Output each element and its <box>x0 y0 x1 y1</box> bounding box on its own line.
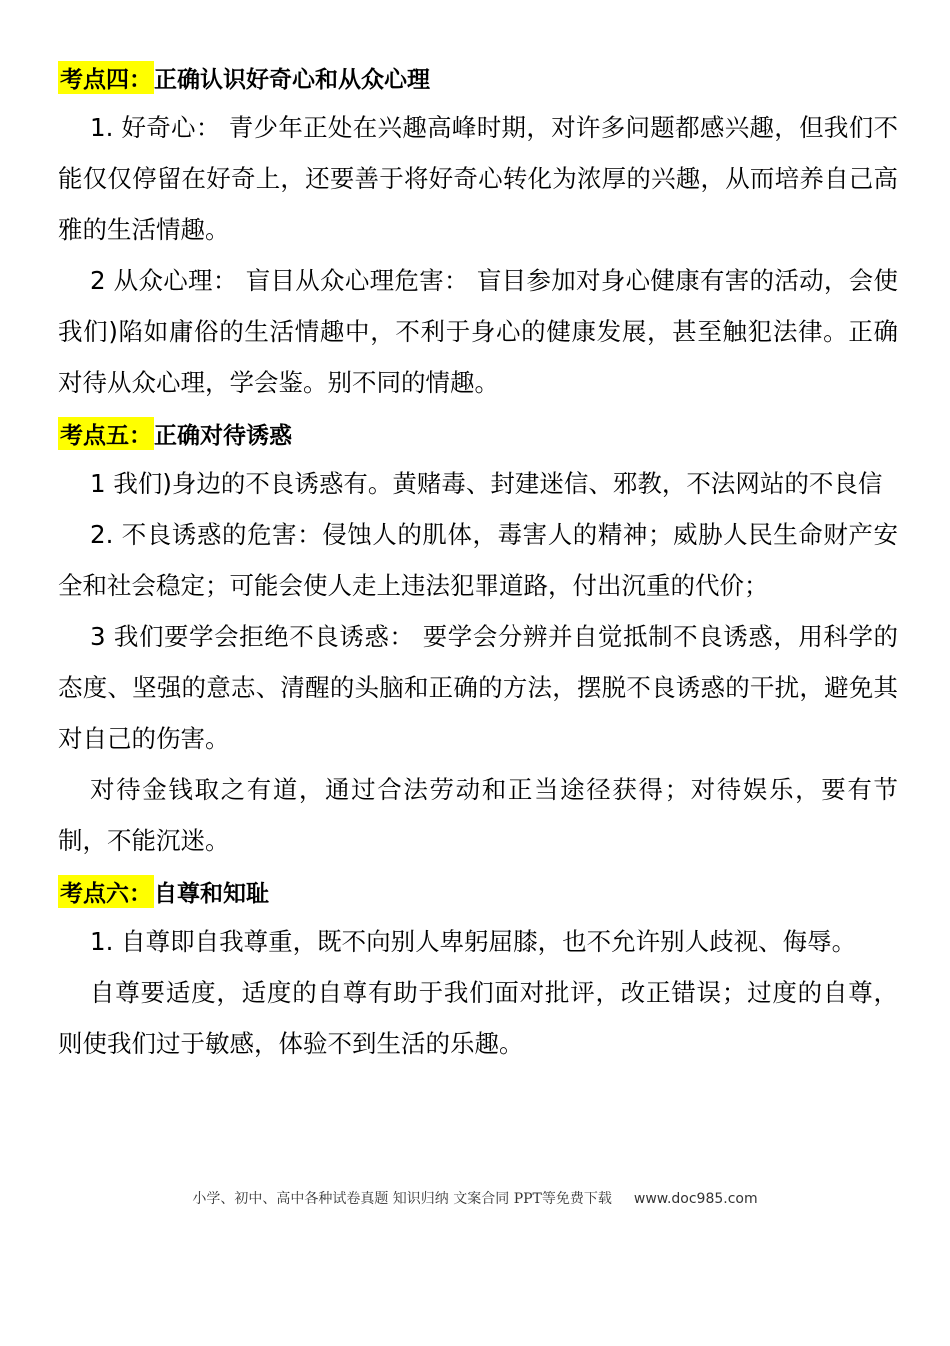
section-title: 自尊和知耻 <box>154 880 269 907</box>
paragraph: 自尊要适度，适度的自尊有助于我们面对批评，改正错误；过度的自尊，则使我们过于敏感，体验不到生活的乐趣。 <box>58 978 898 1058</box>
section-title: 正确认识好奇心和从众心理 <box>154 66 430 93</box>
section-title: 正确对待诱惑 <box>154 422 292 449</box>
section-5 <box>58 408 898 866</box>
section-6 <box>58 866 898 1069</box>
paragraph: 1. 自尊即自我尊重，既不向别人卑躬屈膝，也不允许别人歧视、侮辱。 <box>90 927 857 956</box>
section-label: 考点五： <box>58 417 154 450</box>
footer-site: www.doc985.com <box>633 1191 758 1207</box>
section-heading <box>58 408 898 458</box>
section-label: 考点四： <box>58 61 154 94</box>
paragraph: 3 我们要学会拒绝不良诱惑： 要学会分辨并自觉抵制不良诱惑，用科学的态度、坚强的意志、清醒的头脑和正确的方法，摆脱不良诱惑的干扰，避免其对自己的伤害。 <box>58 622 898 753</box>
section-heading <box>58 866 898 916</box>
paragraph: 对待金钱取之有道，通过合法劳动和正当途径获得；对待娱乐，要有节制，不能沉迷。 <box>58 775 898 855</box>
section-4 <box>58 52 898 408</box>
paragraph: 2 从众心理： 盲目从众心理危害： 盲目参加对身心健康有害的活动，会使我们)陷如庸俗的生活情趣中，不利于身心的健康发展，甚至触犯法律。正确对待从众心理，学会鉴。别不同的情趣。 <box>58 266 898 397</box>
section-label: 考点六： <box>58 875 154 908</box>
paragraph: 1 我们)身边的不良诱惑有。黄赌毒、封建迷信、邪教，不法网站的不良信 <box>90 469 883 498</box>
footer-text: 小学、初中、高中各种试卷真题 知识归纳 文案合同 PPT等免费下载 <box>192 1191 612 1207</box>
paragraph: 1. 好奇心： 青少年正处在兴趣高峰时期，对许多问题都感兴趣，但我们不能仅仅停留在好奇上，还要善于将好奇心转化为浓厚的兴趣，从而培养自己高雅的生活情趣。 <box>58 113 898 244</box>
section-heading <box>58 52 898 102</box>
page-footer <box>0 1188 950 1208</box>
paragraph: 2. 不良诱惑的危害：侵蚀人的肌体，毒害人的精神；威胁人民生命财产安全和社会稳定；可能会使人走上违法犯罪道路，付出沉重的代价； <box>58 520 898 600</box>
document-body <box>58 52 898 1069</box>
